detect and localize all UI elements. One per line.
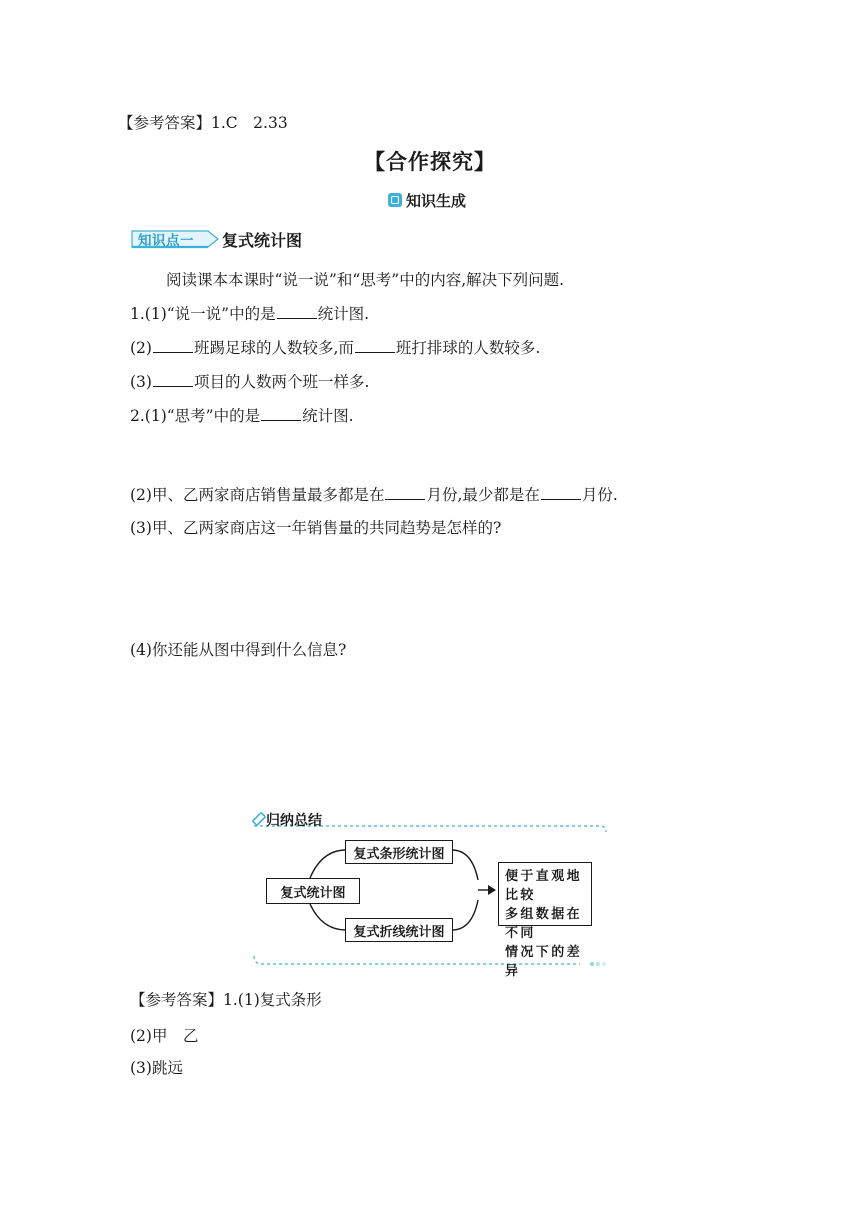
section-title: 【合作探究】 bbox=[364, 150, 496, 174]
question-1-2 bbox=[130, 337, 540, 358]
question-2-2 bbox=[130, 484, 618, 505]
subsection-title bbox=[388, 189, 466, 211]
bottom-answer-line-2: (2)甲 乙 bbox=[130, 1027, 199, 1045]
answer-blank[interactable] bbox=[153, 371, 193, 387]
question-number: (2) bbox=[130, 339, 152, 357]
question-1-1 bbox=[130, 303, 369, 324]
knowledge-point-heading: 复式统计图 bbox=[222, 231, 303, 250]
question-text: 统计图. bbox=[302, 407, 354, 425]
diagram-result-node bbox=[498, 862, 592, 979]
diagram-root-node: 复式统计图 bbox=[266, 878, 360, 904]
subsection-label: 知识生成 bbox=[406, 191, 467, 210]
answer-blank[interactable] bbox=[153, 337, 193, 353]
answer-blank[interactable] bbox=[541, 484, 581, 500]
question-text: 月份. bbox=[581, 486, 618, 504]
question-text: 班打排球的人数较多. bbox=[395, 339, 541, 357]
top-answer bbox=[118, 113, 288, 133]
question-text: 班踢足球的人数较多,而 bbox=[193, 339, 354, 357]
answer-label: 【参考答案】 bbox=[130, 991, 224, 1009]
result-line: 情况下的差异 bbox=[505, 945, 583, 979]
question-number: (3) bbox=[130, 373, 152, 391]
question-text: 2.(1)“思考”中的是 bbox=[130, 407, 261, 425]
bottom-answer-line-1 bbox=[130, 990, 322, 1010]
diagram-branch-bar: 复式条形统计图 bbox=[345, 840, 453, 864]
question-2-4: (4)你还能从图中得到什么信息? bbox=[130, 641, 347, 659]
answer-text: 1.C 2.33 bbox=[211, 114, 288, 132]
question-text: 统计图. bbox=[317, 305, 370, 323]
question-text: (2)甲、乙两家商店销售量最多都是在 bbox=[130, 486, 385, 504]
answer-blank[interactable] bbox=[355, 337, 395, 353]
knowledge-point-tag bbox=[130, 228, 222, 250]
bottom-answer-line-3: (3)跳远 bbox=[130, 1059, 183, 1077]
question-1-3 bbox=[130, 371, 369, 392]
answer-blank[interactable] bbox=[385, 484, 425, 500]
question-text: 项目的人数两个班一样多. bbox=[193, 373, 370, 391]
question-2-3: (3)甲、乙两家商店这一年销售量的共同趋势是怎样的? bbox=[130, 519, 502, 537]
summary-title: 归纳总结 bbox=[266, 813, 322, 829]
diagram-branch-line: 复式折线统计图 bbox=[345, 918, 453, 942]
result-line: 多组数据在不同 bbox=[505, 907, 583, 941]
result-line: 便于直观地比较 bbox=[505, 869, 583, 903]
answer-blank[interactable] bbox=[277, 303, 317, 319]
intro-text: 阅读课本本课时“说一说”和“思考”中的内容,解决下列问题. bbox=[166, 271, 565, 289]
book-icon bbox=[388, 193, 402, 207]
answer-label: 【参考答案】 bbox=[118, 114, 212, 132]
question-2-1 bbox=[130, 405, 354, 426]
knowledge-point-tag-label: 知识点一 bbox=[138, 233, 194, 249]
question-text: 1.(1)“说一说”中的是 bbox=[130, 305, 276, 323]
question-text: 月份,最少都是在 bbox=[426, 486, 540, 504]
answer-text: 1.(1)复式条形 bbox=[223, 991, 322, 1009]
answer-blank[interactable] bbox=[261, 405, 301, 421]
